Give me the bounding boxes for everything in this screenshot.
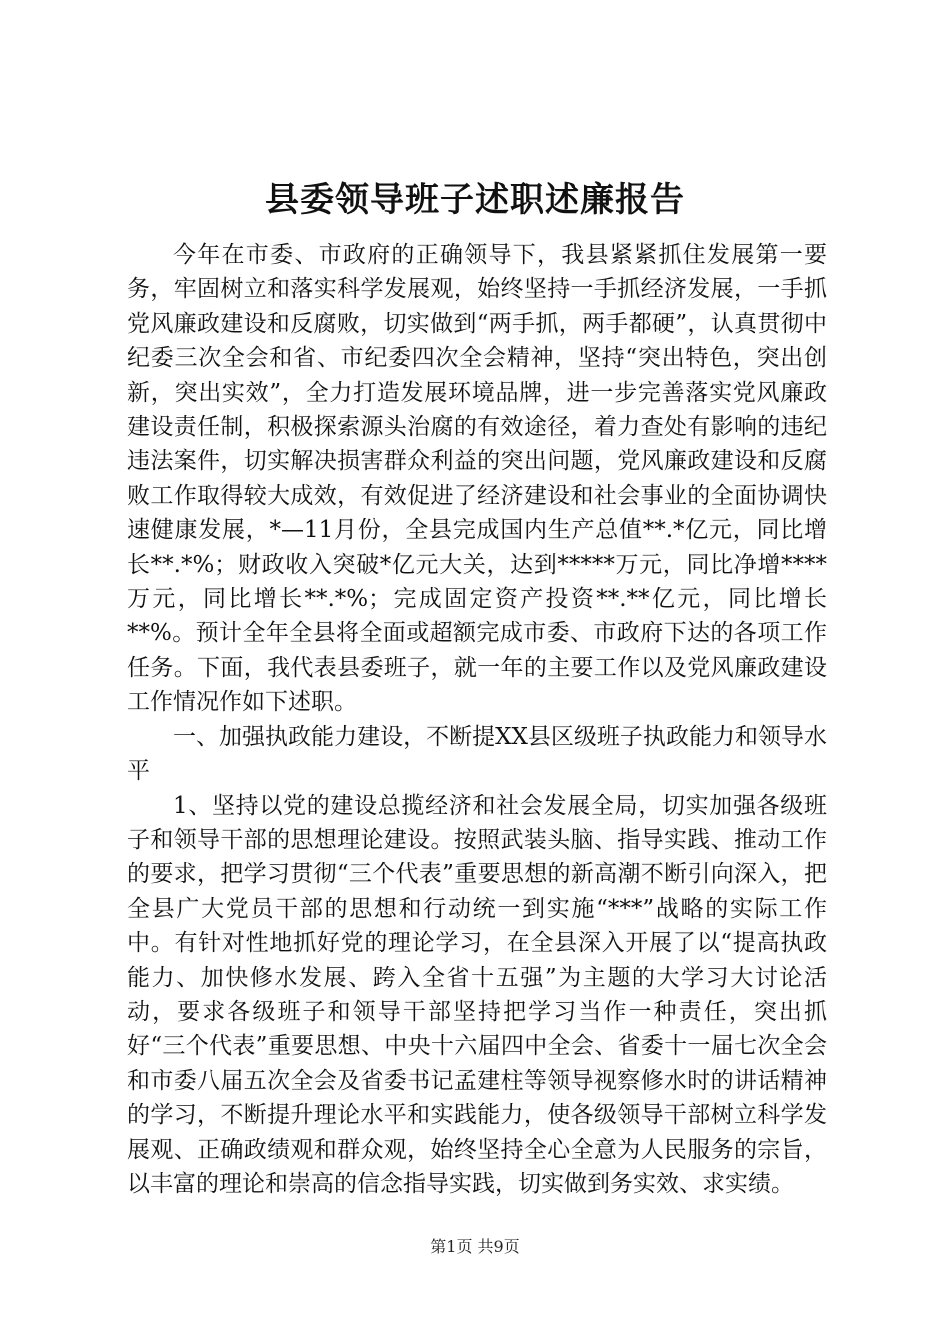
paragraph-intro: 今年在市委、市政府的正确领导下，我县紧紧抓住发展第一要务，牢固树立和落实科学发展观，始终坚持一手抓经济发展，一手抓党风廉政建设和反腐败，切实做到“两手抓，两手都硬”，认真贯彻中纪委三次全会和省、市纪委四次全会精神，坚持“突出特色，突出创新，突出实效”，全力打造发展环境品牌，进一步完善落实党风廉政建设责任制，积极探索源头治腐的有效途径，着力查处有影响的违纪违法案件，切实解决损害群众利益的突出问题，党风廉政建设和反腐败工作取得较大成效，有效促进了经济建设和社会事业的全面协调快速健康发展，*—11月份，全县完成国内生产总值**.*亿元，同比增长**.*%；财政收入突破*亿元大关，达到*****万元，同比净增****万元，同比增长**.*%；完成固定资产投资**.**亿元，同比增长**%。预计全年全县将全面或超额完成市委、市政府下达的各项工作任务。下面，我代表县委班子，就一年的主要工作以及党风廉政建设工作情况作如下述职。 xyxy=(127,242,827,716)
page-number-footer: 第1页 共9页 xyxy=(430,1237,520,1256)
paragraph-section-1-item-1: 1、坚持以党的建设总揽经济和社会发展全局，切实加强各级班子和领导干部的思想理论建设。按照武装头脑、指导实践、推动工作的要求，把学习贯彻“三个代表”重要思想的新高潮不断引向深入，把全县广大党员干部的思想和行动统一到实施“***”战略的实际工作中。有针对性地抓好党的理论学习，在全县深入开展了以“提高执政能力、加快修水发展、跨入全省十五强”为主题的大学习大讨论活动，要求各级班子和领导干部坚持把学习当作一种责任，突出抓好“三个代表”重要思想、中央十六届四中全会、省委十一届七次全会和市委八届五次全会及省委书记孟建柱等领导视察修水时的讲话精神的学习，不断提升理论水平和实践能力，使各级领导干部树立科学发展观、正确政绩观和群众观，始终坚持全心全意为人民服务的宗旨，以丰富的理论和崇高的信念指导实践，切实做到务实效、求实绩。 xyxy=(127,792,827,1197)
document-title: 县委领导班子述职述廉报告 xyxy=(265,180,685,220)
section-heading-1: 一、加强执政能力建设，不断提XX县区级班子执政能力和领导水平 xyxy=(127,723,827,785)
document-body xyxy=(127,238,827,1201)
